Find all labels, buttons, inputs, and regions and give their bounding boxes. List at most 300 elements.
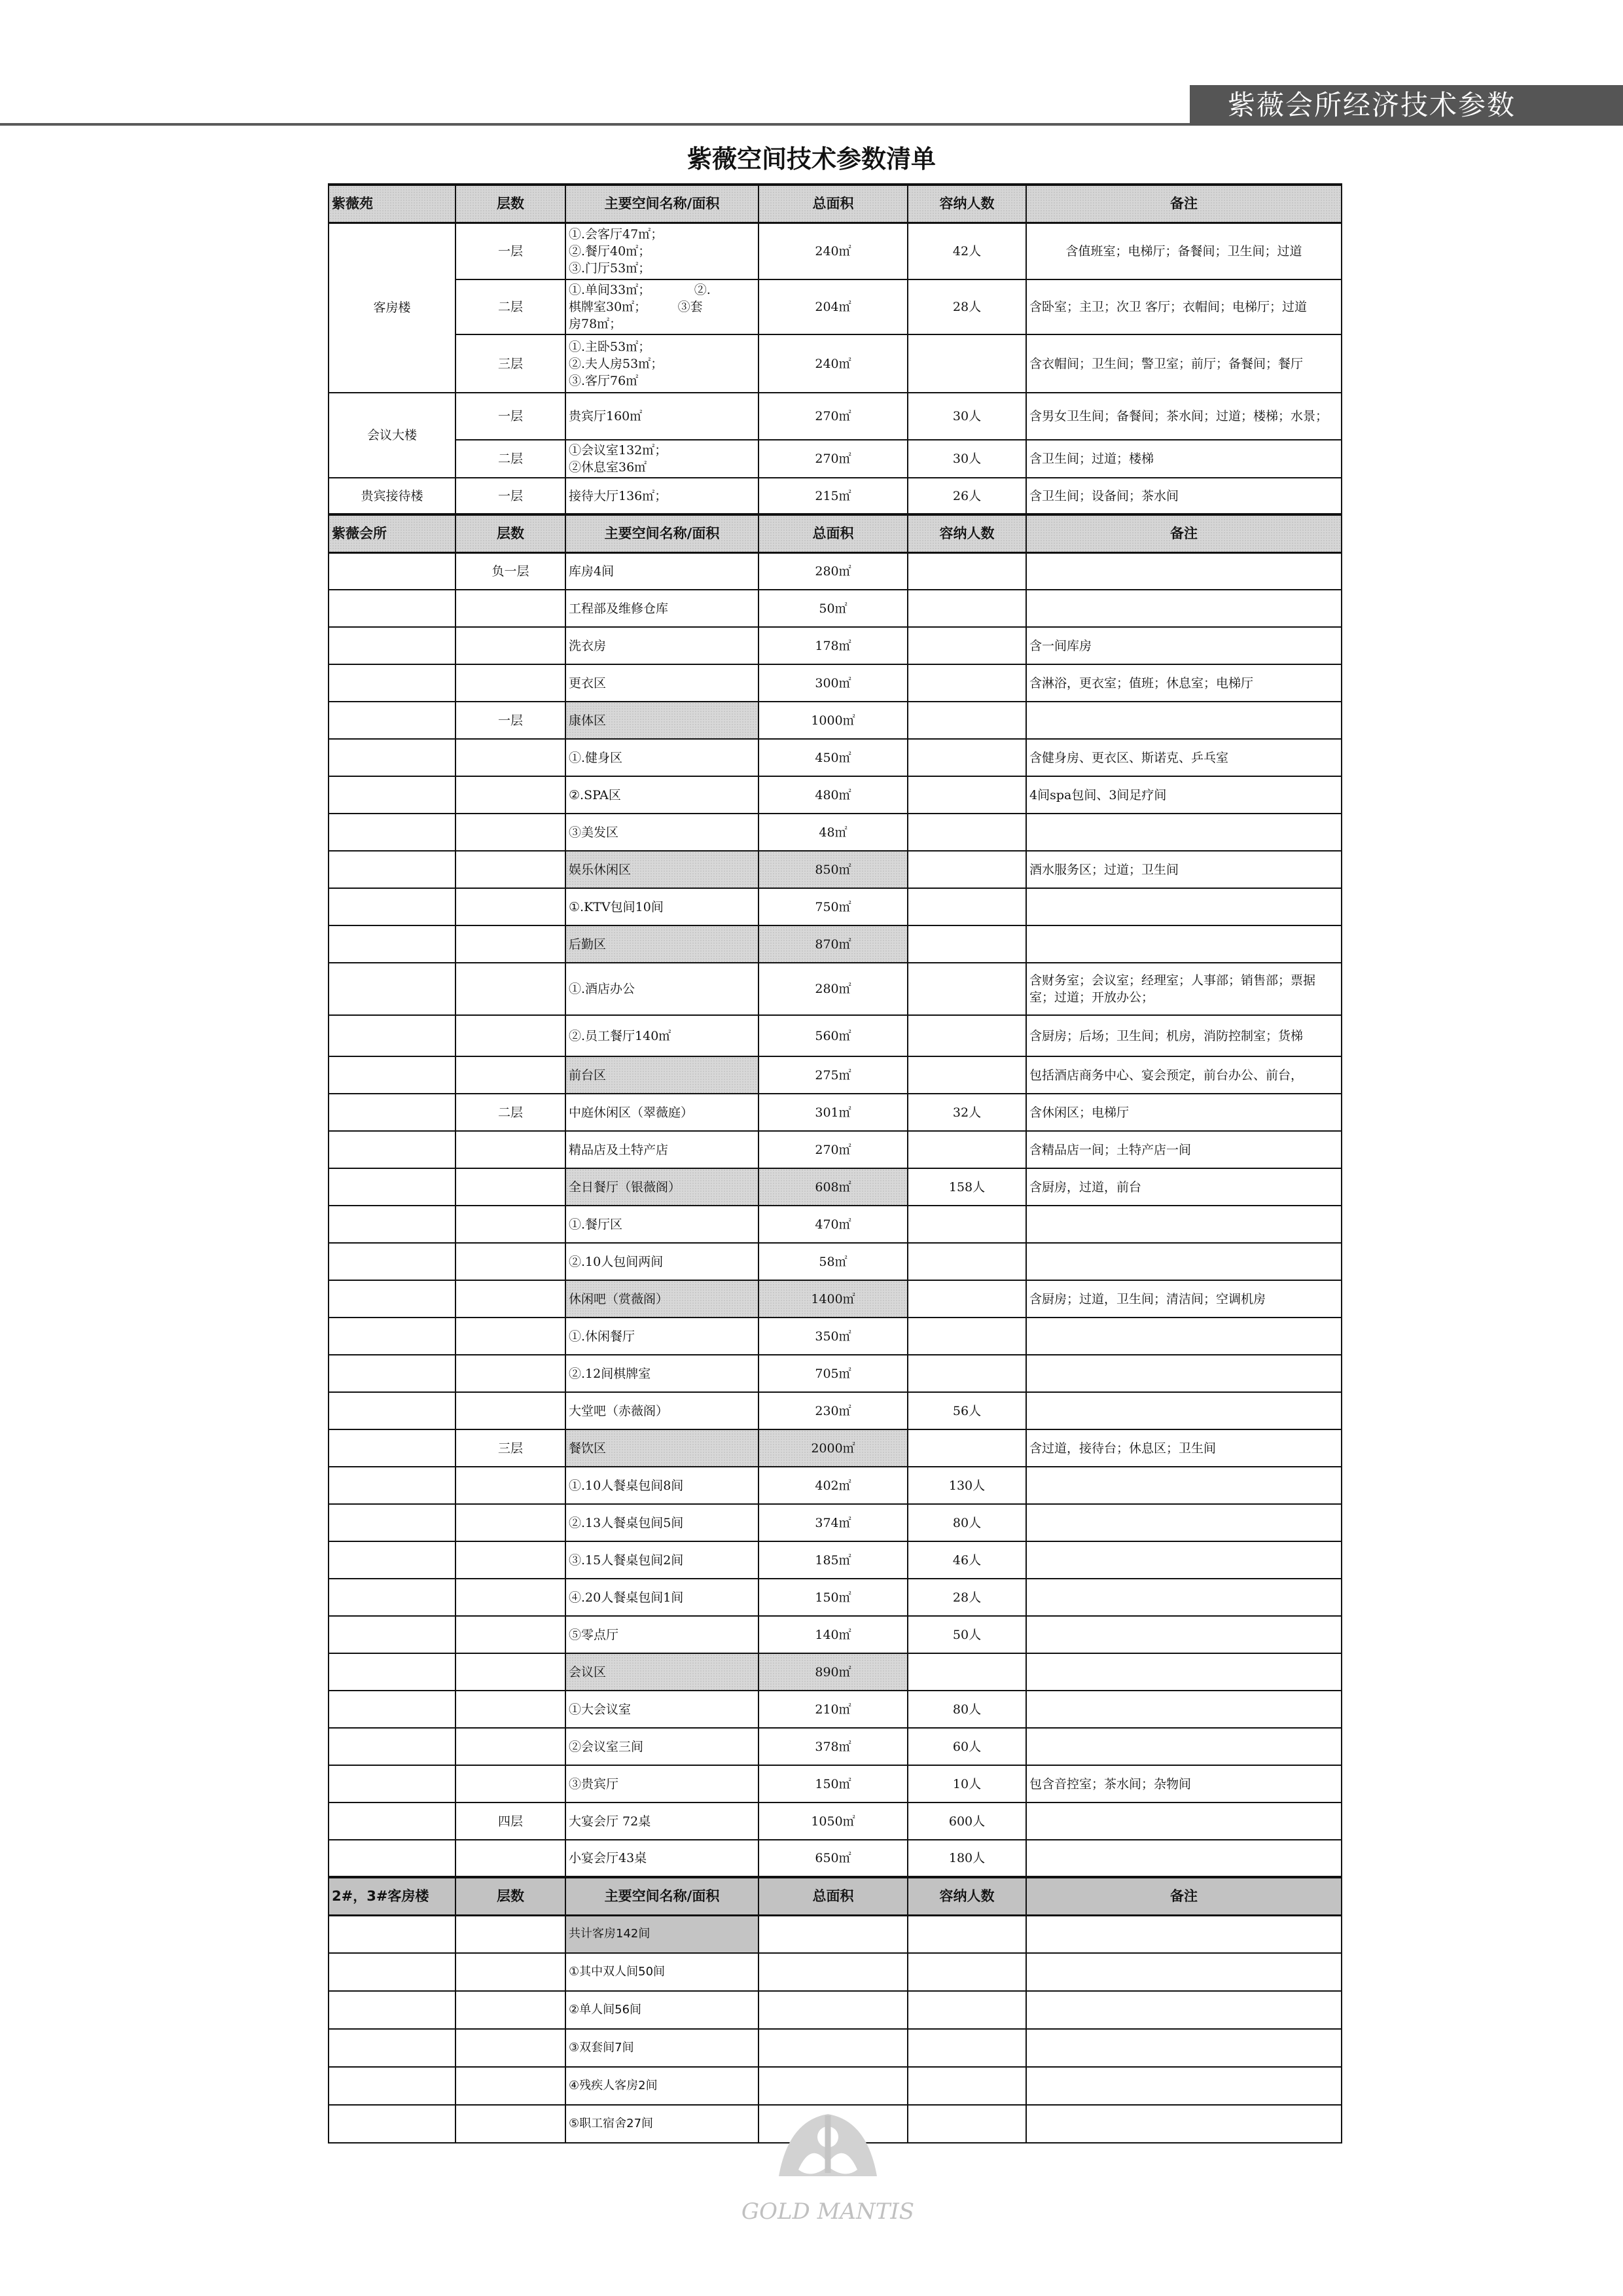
note-cell [1026, 590, 1342, 627]
floor-cell [455, 1915, 565, 1953]
table-row [329, 552, 1342, 590]
building-cell [329, 925, 455, 963]
floor-cell [455, 851, 565, 888]
note-cell: 含精品店一间；土特产店一间 [1026, 1131, 1342, 1168]
building-cell [329, 702, 455, 739]
space-name-cell: 洗衣房 [565, 627, 758, 664]
space-name-cell: 贵宾厅160㎡ [565, 393, 758, 440]
space-name-cell: ④残疾人客房2间 [565, 2067, 758, 2105]
building-cell [329, 590, 455, 627]
total-area-cell: 185㎡ [758, 1541, 908, 1579]
column-header: 容纳人数 [908, 514, 1026, 552]
space-name-cell: 餐饮区 [565, 1429, 758, 1467]
floor-cell [455, 888, 565, 925]
space-name-cell: ②.10人包间两间 [565, 1243, 758, 1280]
capacity-cell: 130人 [908, 1467, 1026, 1504]
capacity-cell: 28人 [908, 1579, 1026, 1616]
building-cell [329, 1168, 455, 1206]
floor-cell [455, 1015, 565, 1056]
capacity-cell [908, 1131, 1026, 1168]
capacity-cell [908, 1991, 1026, 2029]
note-cell [1026, 888, 1342, 925]
note-cell: 含值班室；电梯厅；备餐间；卫生间；过道 [1026, 223, 1342, 279]
building-cell [329, 2029, 455, 2067]
floor-cell [455, 590, 565, 627]
capacity-cell: 60人 [908, 1728, 1026, 1765]
capacity-cell: 80人 [908, 1691, 1026, 1728]
capacity-cell [908, 627, 1026, 664]
building-cell: 会议大楼 [329, 393, 455, 478]
floor-cell: 一层 [455, 702, 565, 739]
table-row [329, 1840, 1342, 1877]
capacity-cell: 180人 [908, 1840, 1026, 1877]
table-row [329, 1765, 1342, 1803]
building-cell [329, 1653, 455, 1691]
table-row [329, 1392, 1342, 1429]
space-name-cell: ①.休闲餐厅 [565, 1318, 758, 1355]
building-cell [329, 664, 455, 702]
total-area-cell: 275㎡ [758, 1056, 908, 1094]
building-cell [329, 1206, 455, 1243]
note-cell: 含衣帽间；卫生间；警卫室；前厅；备餐间；餐厅 [1026, 334, 1342, 393]
parameters-table [328, 183, 1342, 2144]
table-row [329, 1653, 1342, 1691]
floor-cell [455, 1579, 565, 1616]
capacity-cell [908, 1915, 1026, 1953]
building-cell [329, 552, 455, 590]
building-cell [329, 1915, 455, 1953]
space-name-cell: 精品店及土特产店 [565, 1131, 758, 1168]
table-row [329, 1094, 1342, 1131]
note-cell [1026, 1691, 1342, 1728]
total-area-cell: 48㎡ [758, 814, 908, 851]
capacity-cell: 10人 [908, 1765, 1026, 1803]
total-area-cell: 204㎡ [758, 279, 908, 334]
table-row [329, 1429, 1342, 1467]
floor-cell: 二层 [455, 1094, 565, 1131]
total-area-cell: 450㎡ [758, 739, 908, 776]
table-row [329, 1691, 1342, 1728]
column-header: 备注 [1026, 514, 1342, 552]
column-header: 备注 [1026, 1877, 1342, 1915]
note-cell [1026, 1616, 1342, 1653]
table-row [329, 1504, 1342, 1541]
building-cell [329, 1616, 455, 1653]
note-cell [1026, 1467, 1342, 1504]
floor-cell [455, 1616, 565, 1653]
building-cell [329, 1355, 455, 1392]
total-area-cell: 350㎡ [758, 1318, 908, 1355]
building-cell [329, 963, 455, 1015]
capacity-cell [908, 664, 1026, 702]
table-row [329, 1541, 1342, 1579]
table-row [329, 851, 1342, 888]
total-area-cell: 270㎡ [758, 1131, 908, 1168]
capacity-cell [908, 1243, 1026, 1280]
total-area-cell: 58㎡ [758, 1243, 908, 1280]
floor-cell [455, 1243, 565, 1280]
space-name-cell: 前台区 [565, 1056, 758, 1094]
note-cell [1026, 1243, 1342, 1280]
table-row [329, 814, 1342, 851]
total-area-cell: 50㎡ [758, 590, 908, 627]
note-cell [1026, 1392, 1342, 1429]
table-row [329, 1355, 1342, 1392]
space-name-cell: ①大会议室 [565, 1691, 758, 1728]
table-row [329, 925, 1342, 963]
capacity-cell [908, 1953, 1026, 1991]
capacity-cell [908, 2029, 1026, 2067]
capacity-cell [908, 702, 1026, 739]
total-area-cell: 1000㎡ [758, 702, 908, 739]
note-cell: 含厨房；后场；卫生间；机房，消防控制室；货梯 [1026, 1015, 1342, 1056]
capacity-cell: 56人 [908, 1392, 1026, 1429]
building-cell [329, 1015, 455, 1056]
floor-cell [455, 776, 565, 814]
total-area-cell: 470㎡ [758, 1206, 908, 1243]
note-cell: 含财务室；会议室；经理室；人事部；销售部；票据室；过道；开放办公； [1026, 963, 1342, 1015]
floor-cell [455, 1653, 565, 1691]
banner-title: 紫薇会所经济技术参数 [1190, 85, 1623, 126]
capacity-cell [908, 1206, 1026, 1243]
table-row [329, 1318, 1342, 1355]
note-cell: 包括酒店商务中心、宴会预定，前台办公、前台， [1026, 1056, 1342, 1094]
space-name-cell: ②.12间棋牌室 [565, 1355, 758, 1392]
note-cell: 含健身房、更衣区、斯诺克、乒乓室 [1026, 739, 1342, 776]
building-cell [329, 1243, 455, 1280]
building-cell [329, 888, 455, 925]
total-area-cell: 280㎡ [758, 552, 908, 590]
total-area-cell: 301㎡ [758, 1094, 908, 1131]
note-cell [1026, 1206, 1342, 1243]
building-cell [329, 776, 455, 814]
total-area-cell: 650㎡ [758, 1840, 908, 1877]
column-header: 备注 [1026, 185, 1342, 223]
table-row [329, 440, 1342, 478]
note-cell [1026, 2105, 1342, 2143]
column-header: 容纳人数 [908, 1877, 1026, 1915]
total-area-cell [758, 2029, 908, 2067]
floor-cell [455, 1392, 565, 1429]
note-cell: 含过道，接待台；休息区；卫生间 [1026, 1429, 1342, 1467]
building-cell [329, 1467, 455, 1504]
space-name-cell: 休闲吧（赏薇阁） [565, 1280, 758, 1318]
floor-cell [455, 2105, 565, 2143]
floor-cell [455, 1206, 565, 1243]
capacity-cell: 28人 [908, 279, 1026, 334]
capacity-cell: 80人 [908, 1504, 1026, 1541]
table-row [329, 1056, 1342, 1094]
total-area-cell: 270㎡ [758, 393, 908, 440]
building-cell [329, 627, 455, 664]
space-name-cell: ①.餐厅区 [565, 1206, 758, 1243]
space-name-cell: ①.酒店办公 [565, 963, 758, 1015]
total-area-cell: 870㎡ [758, 925, 908, 963]
note-cell [1026, 1915, 1342, 1953]
capacity-cell: 26人 [908, 478, 1026, 514]
floor-cell [455, 1131, 565, 1168]
space-name-cell: 共计客房142间 [565, 1915, 758, 1953]
floor-cell [455, 1280, 565, 1318]
table-row [329, 702, 1342, 739]
table-row [329, 888, 1342, 925]
space-name-cell: ②单人间56间 [565, 1991, 758, 2029]
capacity-cell: 30人 [908, 440, 1026, 478]
column-header: 2#，3#客房楼 [329, 1877, 455, 1915]
floor-cell: 四层 [455, 1803, 565, 1840]
document-title: 紫薇空间技术参数清单 [687, 145, 936, 173]
table-row [329, 2029, 1342, 2067]
gold-mantis-logo [741, 2101, 915, 2232]
capacity-cell: 30人 [908, 393, 1026, 440]
building-cell [329, 1280, 455, 1318]
column-header: 层数 [455, 185, 565, 223]
floor-cell [455, 1355, 565, 1392]
total-area-cell: 150㎡ [758, 1579, 908, 1616]
note-cell [1026, 1579, 1342, 1616]
space-name-cell: ①.单间33㎡； ②. 棋牌室30㎡； ③套 房78㎡； [565, 279, 758, 334]
space-name-cell: ①.健身区 [565, 739, 758, 776]
space-name-cell: ①.主卧53㎡； ②.夫人房53㎡； ③.客厅76㎡ [565, 334, 758, 393]
table-row [329, 478, 1342, 514]
table-row [329, 1953, 1342, 1991]
total-area-cell: 178㎡ [758, 627, 908, 664]
floor-cell [455, 1056, 565, 1094]
note-cell [1026, 1653, 1342, 1691]
building-cell [329, 1953, 455, 1991]
total-area-cell: 230㎡ [758, 1392, 908, 1429]
capacity-cell [908, 888, 1026, 925]
table-row [329, 223, 1342, 279]
table-row [329, 1915, 1342, 1953]
table-row [329, 664, 1342, 702]
floor-cell [455, 1728, 565, 1765]
capacity-cell [908, 963, 1026, 1015]
note-cell: 包含音控室；茶水间；杂物间 [1026, 1765, 1342, 1803]
column-header: 层数 [455, 1877, 565, 1915]
capacity-cell [908, 1318, 1026, 1355]
table-header-row [329, 1877, 1342, 1915]
note-cell [1026, 2029, 1342, 2067]
space-name-cell: ①其中双人间50间 [565, 1953, 758, 1991]
table-row [329, 334, 1342, 393]
space-name-cell: ③美发区 [565, 814, 758, 851]
note-cell: 含男女卫生间；备餐间；茶水间；过道；楼梯；水景； [1026, 393, 1342, 440]
floor-cell [455, 2029, 565, 2067]
total-area-cell: 750㎡ [758, 888, 908, 925]
space-name-cell: ⑤职工宿舍27间 [565, 2105, 758, 2143]
space-name-cell: 会议区 [565, 1653, 758, 1691]
capacity-cell [908, 334, 1026, 393]
building-cell [329, 1056, 455, 1094]
space-name-cell: ①.10人餐桌包间8间 [565, 1467, 758, 1504]
table-row [329, 1168, 1342, 1206]
floor-cell: 一层 [455, 478, 565, 514]
table-row [329, 590, 1342, 627]
space-name-cell: ③贵宾厅 [565, 1765, 758, 1803]
floor-cell [455, 1467, 565, 1504]
table-row [329, 1015, 1342, 1056]
capacity-cell: 42人 [908, 223, 1026, 279]
table-row [329, 1803, 1342, 1840]
capacity-cell [908, 851, 1026, 888]
building-cell [329, 1728, 455, 1765]
table-row [329, 1131, 1342, 1168]
floor-cell [455, 627, 565, 664]
note-cell: 含卧室；主卫；次卫 客厅；衣帽间；电梯厅；过道 [1026, 279, 1342, 334]
column-header: 容纳人数 [908, 185, 1026, 223]
capacity-cell: 46人 [908, 1541, 1026, 1579]
building-cell [329, 1131, 455, 1168]
floor-cell [455, 1765, 565, 1803]
floor-cell [455, 1953, 565, 1991]
capacity-cell [908, 925, 1026, 963]
note-cell: 含一间库房 [1026, 627, 1342, 664]
capacity-cell: 32人 [908, 1094, 1026, 1131]
floor-cell [455, 1541, 565, 1579]
table-row [329, 1579, 1342, 1616]
capacity-cell: 600人 [908, 1803, 1026, 1840]
building-cell [329, 1541, 455, 1579]
total-area-cell: 402㎡ [758, 1467, 908, 1504]
table-header-row [329, 185, 1342, 223]
capacity-cell [908, 1280, 1026, 1318]
building-cell: 客房楼 [329, 223, 455, 393]
note-cell [1026, 1355, 1342, 1392]
space-name-cell: 库房4间 [565, 552, 758, 590]
capacity-cell [908, 739, 1026, 776]
building-cell [329, 1991, 455, 2029]
building-cell [329, 814, 455, 851]
table-row [329, 776, 1342, 814]
total-area-cell [758, 1915, 908, 1953]
note-cell [1026, 814, 1342, 851]
note-cell [1026, 702, 1342, 739]
total-area-cell: 270㎡ [758, 440, 908, 478]
building-cell [329, 1094, 455, 1131]
total-area-cell: 210㎡ [758, 1691, 908, 1728]
table-row [329, 1280, 1342, 1318]
floor-cell: 三层 [455, 334, 565, 393]
note-cell: 含卫生间；过道；楼梯 [1026, 440, 1342, 478]
note-cell [1026, 2067, 1342, 2105]
table-row [329, 1243, 1342, 1280]
total-area-cell: 2000㎡ [758, 1429, 908, 1467]
table-header-row [329, 514, 1342, 552]
space-name-cell: ①.KTV包间10间 [565, 888, 758, 925]
building-cell [329, 1803, 455, 1840]
total-area-cell: 378㎡ [758, 1728, 908, 1765]
floor-cell [455, 1168, 565, 1206]
capacity-cell [908, 1015, 1026, 1056]
space-name-cell: ⑤零点厅 [565, 1616, 758, 1653]
note-cell [1026, 1504, 1342, 1541]
space-name-cell: 工程部及维修仓库 [565, 590, 758, 627]
note-cell [1026, 1728, 1342, 1765]
total-area-cell: 850㎡ [758, 851, 908, 888]
floor-cell: 二层 [455, 279, 565, 334]
note-cell [1026, 1991, 1342, 2029]
floor-cell [455, 2067, 565, 2105]
floor-cell: 三层 [455, 1429, 565, 1467]
floor-cell [455, 1840, 565, 1877]
capacity-cell [908, 590, 1026, 627]
total-area-cell: 280㎡ [758, 963, 908, 1015]
note-cell: 4间spa包间、3间足疗间 [1026, 776, 1342, 814]
space-name-cell: ④.20人餐桌包间1间 [565, 1579, 758, 1616]
space-name-cell: 后勤区 [565, 925, 758, 963]
space-name-cell: 全日餐厅（银薇阁） [565, 1168, 758, 1206]
building-cell [329, 1579, 455, 1616]
total-area-cell: 705㎡ [758, 1355, 908, 1392]
column-header: 总面积 [758, 1877, 908, 1915]
note-cell: 含淋浴，更衣室；值班；休息室；电梯厅 [1026, 664, 1342, 702]
total-area-cell: 1400㎡ [758, 1280, 908, 1318]
column-header: 主要空间名称/面积 [565, 1877, 758, 1915]
space-name-cell: ②会议室三间 [565, 1728, 758, 1765]
floor-cell [455, 739, 565, 776]
building-cell: 贵宾接待楼 [329, 478, 455, 514]
table-row [329, 1467, 1342, 1504]
note-cell [1026, 1803, 1342, 1840]
table-row [329, 1616, 1342, 1653]
total-area-cell [758, 2067, 908, 2105]
capacity-cell: 158人 [908, 1168, 1026, 1206]
building-cell [329, 1392, 455, 1429]
total-area-cell: 374㎡ [758, 1504, 908, 1541]
capacity-cell [908, 1429, 1026, 1467]
building-cell [329, 1840, 455, 1877]
capacity-cell [908, 1056, 1026, 1094]
floor-cell: 一层 [455, 393, 565, 440]
space-name-cell: 小宴会厅43桌 [565, 1840, 758, 1877]
space-name-cell: ①会议室132㎡； ②休息室36㎡ [565, 440, 758, 478]
total-area-cell: 480㎡ [758, 776, 908, 814]
building-cell [329, 1429, 455, 1467]
building-cell [329, 1691, 455, 1728]
total-area-cell: 215㎡ [758, 478, 908, 514]
floor-cell: 二层 [455, 440, 565, 478]
building-cell [329, 1504, 455, 1541]
space-name-cell: ①.会客厅47㎡； ②.餐厅40㎡； ③.门厅53㎡； [565, 223, 758, 279]
table-row [329, 739, 1342, 776]
space-name-cell: 接待大厅136㎡； [565, 478, 758, 514]
capacity-cell [908, 1653, 1026, 1691]
column-header: 主要空间名称/面积 [565, 185, 758, 223]
space-name-cell: 中庭休闲区（翠薇庭） [565, 1094, 758, 1131]
space-name-cell: 大宴会厅 72桌 [565, 1803, 758, 1840]
total-area-cell: 150㎡ [758, 1765, 908, 1803]
building-cell [329, 2067, 455, 2105]
capacity-cell [908, 2105, 1026, 2143]
table-row [329, 1728, 1342, 1765]
space-name-cell: ②.13人餐桌包间5间 [565, 1504, 758, 1541]
note-cell: 含休闲区；电梯厅 [1026, 1094, 1342, 1131]
capacity-cell: 50人 [908, 1616, 1026, 1653]
floor-cell [455, 1318, 565, 1355]
logo-text: GOLD MANTIS [741, 2198, 915, 2225]
floor-cell: 一层 [455, 223, 565, 279]
space-name-cell: 康体区 [565, 702, 758, 739]
note-cell [1026, 1953, 1342, 1991]
table-row [329, 393, 1342, 440]
note-cell: 酒水服务区；过道；卫生间 [1026, 851, 1342, 888]
total-area-cell: 300㎡ [758, 664, 908, 702]
total-area-cell: 608㎡ [758, 1168, 908, 1206]
total-area-cell: 140㎡ [758, 1616, 908, 1653]
floor-cell [455, 1991, 565, 2029]
table-row [329, 1206, 1342, 1243]
